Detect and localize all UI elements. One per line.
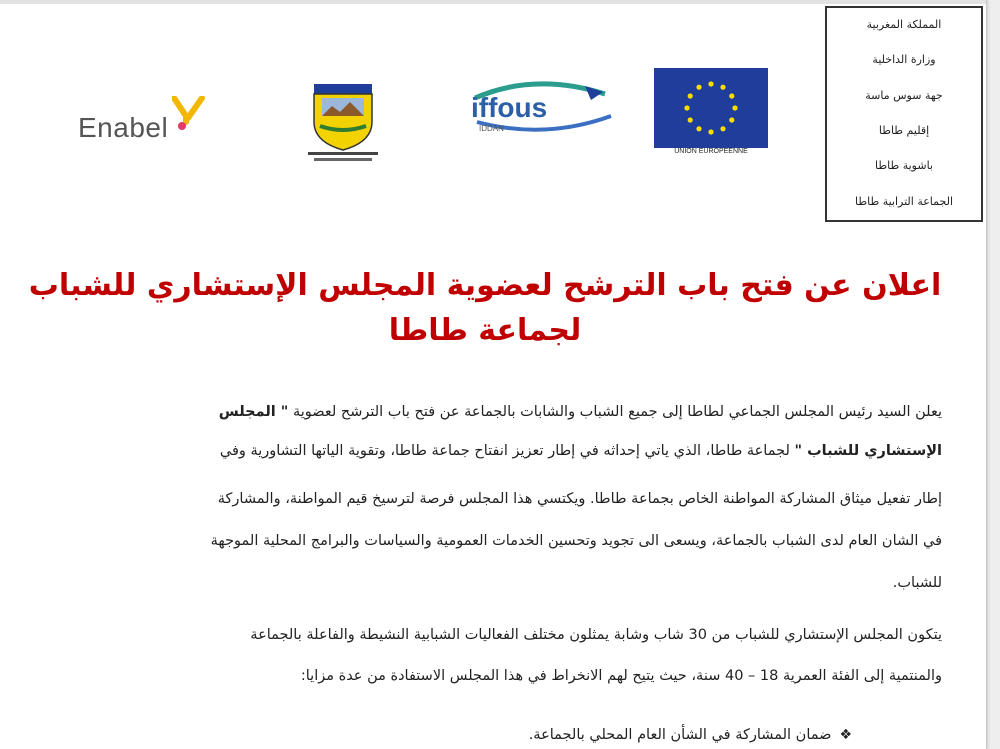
council-name-bold-2: الإستشاري للشباب " [794,443,942,459]
gov-line-commune: الجماعة الترابية طاطا [854,195,954,208]
government-header-box [825,6,983,222]
province-shield-icon [300,82,386,164]
page-top-edge [0,0,986,4]
gov-line-kingdom: المملكة المغربية [866,18,942,31]
bullet-item-text: ضمان المشاركة في الشأن العام المحلي بالجماعة. [528,727,832,743]
paragraph2-line2: والمنتمية إلى الفئة العمرية 18 – 40 سنة، حيث يتيح لهم الانخراط في هذا المجلس الاستفادة من عدة مزايا: [300,668,942,684]
bullet-item [300,727,852,743]
eu-caption: UNION EUROPEENNE [674,148,748,155]
paragraph1-line2 [18,443,942,459]
enabel-wordmark: Enabel [78,112,169,143]
council-name-bold-1: " المجلس [218,404,289,420]
paragraph1-line4: في الشأن العام لدى الشباب بالجماعة، ويسعى الى تجويد وتحسين الخدمات العمومية والسياسات والبرامج المحلية الموجهة [210,533,942,549]
gov-line-ministry: وزارة الداخلية [872,53,936,66]
iffous-wordmark: iffous [471,92,548,123]
announcement-title-line2: لجماعة طاطا [388,313,582,348]
eu-stars-icon [654,68,768,148]
enabel-y-icon [172,96,206,136]
paragraph1-line1-text: يعلن السيد رئيس المجلس الجماعي لطاطا إلى جميع الشباب والشابات بالجماعة عن فتح باب الترشح لعضوية [288,404,942,420]
eu-logo [654,68,768,158]
province-emblem-logo [300,82,386,164]
iffous-logo [465,76,615,136]
paragraph2-line1: يتكون المجلس الإستشاري للشباب من 30 شاب وشابة يمثلون مختلف الفعاليات الشبابية النشيطة والفاعلة بالجماعة [250,627,942,643]
paragraph1-line5: للشباب. [892,575,942,591]
paragraph1-line1 [18,404,942,420]
eu-flag [654,68,768,148]
diamond-bullet-icon: ❖ [839,727,852,743]
announcement-title-line1: اعلان عن فتح باب الترشح لعضوية المجلس الإستشاري للشباب [28,268,942,303]
gov-line-region: جهة سوس ماسة [865,89,943,102]
paragraph1-line3: إطار تفعيل ميثاق المشاركة المواطنة الخاص بجماعة طاطا. ويكتسي هذا المجلس فرصة لترسيخ قيم المواطنة، والمشاركة [217,491,942,507]
paragraph1-line2-text: لجماعة طاطا، الذي يأتي إحداثه في إطار تعزيز انفتاح جماعة طاطا، وتقوية آلياتها التشاورية وفي [219,443,795,459]
gov-line-province: إقليم طاطا [878,124,930,137]
enabel-logo [78,96,208,152]
iffous-subtitle: IDDAN [479,124,504,133]
gov-line-pashalik: باشوية طاطا [875,159,933,172]
